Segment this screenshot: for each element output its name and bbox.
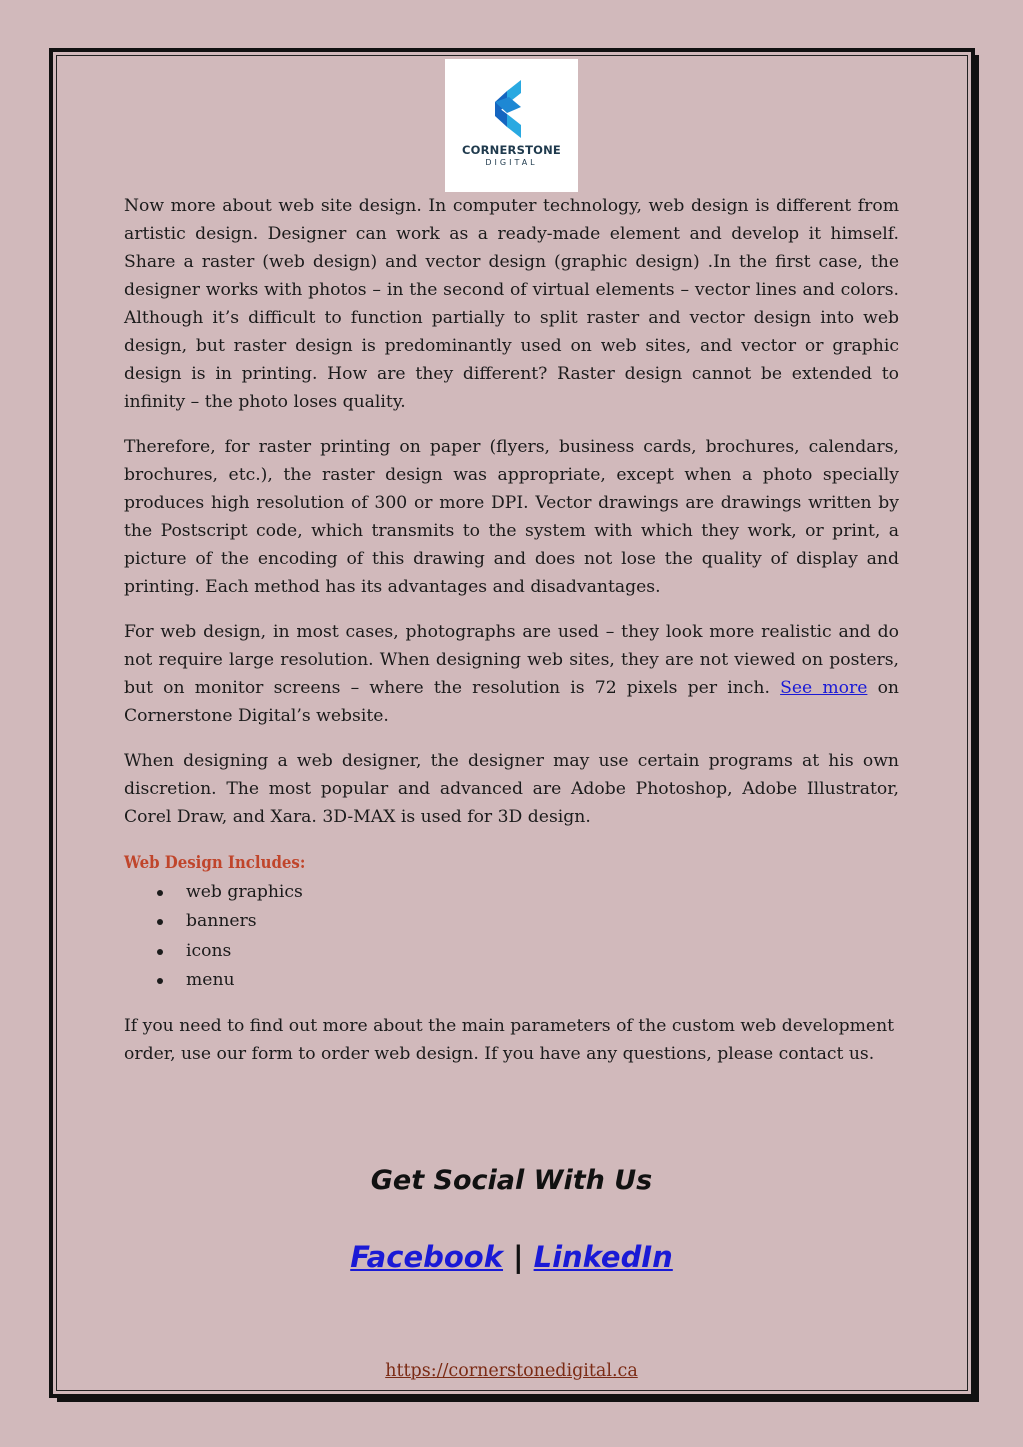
article-body — [124, 192, 899, 1085]
facebook-link[interactable]: Facebook — [350, 1240, 504, 1274]
see-more-link[interactable]: See more — [780, 678, 868, 698]
paragraph-web-design-photos — [124, 618, 899, 730]
bullet-icon — [157, 949, 163, 955]
bullet-icon — [157, 890, 163, 896]
list-item — [124, 878, 899, 907]
list-item-label: menu — [186, 970, 235, 991]
cornerstone-logo — [445, 59, 578, 192]
logo-wordmark: CORNERSTONE — [462, 143, 561, 157]
paragraph-design-programs: When designing a web designer, the designer may use certain programs at his own discretion. The most popular and advanced are Adobe Photoshop, Adobe Illustrator, Corel Draw, and Xara. 3D-MAX is used for 3D design. — [124, 751, 899, 827]
list-item-label: web graphics — [186, 882, 303, 902]
linkedin-link[interactable]: LinkedIn — [533, 1240, 673, 1274]
social-links — [0, 1240, 1023, 1274]
list-item — [124, 966, 899, 995]
social-separator: | — [513, 1240, 524, 1274]
paragraph-web-site-design: Now more about web site design. In computer technology, web design is different from artistic design. Designer can work as a ready-made element and develop it himself. Share a raster (web design) and vector design (graphic design) .In the first case, the designer works with photos – in the second of virtual elements – vector lines and colors. Although it’s difficult to function partially to split raster and vector design into web design, but raster design is predominantly used on web sites, and vector or graphic design is in printing. How are they different? Raster design cannot be extended to infinity – the photo loses quality. — [124, 196, 899, 412]
paragraph-raster-printing: Therefore, for raster printing on paper (flyers, business cards, brochures, calendars, brochures, etc.), the raster design was appropriate, except when a photo specially produces high resolution of 300 or more DPI. Vector drawings are drawings written by the Postscript code, which transmits to the system with which they work, or print, a picture of the encoding of this drawing and does not lose the quality of display and printing. Each method has its advantages and disadvantages. — [124, 437, 899, 597]
bullet-icon — [157, 919, 163, 925]
list-item — [124, 907, 899, 936]
cornerstone-logo-icon — [493, 80, 529, 138]
logo-subtitle: DIGITAL — [485, 158, 538, 167]
paragraph-web-design-photos-tail: on Cornerstone Digital’s website. — [124, 678, 899, 726]
paragraph-web-design-photos-text: For web design, in most cases, photographs are used – they look more realistic and do not require large resolution. When designing web sites, they are not viewed on posters, but on monitor screens – where the resolution is 72 pixels per inch. — [124, 622, 899, 698]
footer-url-link[interactable]: https://cornerstonedigital.ca — [385, 1361, 638, 1381]
footer-website-url — [0, 1361, 1023, 1381]
social-heading: Get Social With Us — [370, 1165, 653, 1196]
list-item — [124, 937, 899, 966]
web-design-includes-list — [124, 878, 899, 996]
list-item-label: icons — [186, 940, 232, 961]
list-item-label: banners — [186, 911, 257, 932]
web-design-includes-heading: Web Design Includes: — [124, 853, 306, 873]
paragraph-closing: If you need to find out more about the main parameters of the custom web development order, use our form to order web design. If you have any questions, please contact us. — [124, 1015, 895, 1064]
bullet-icon — [157, 978, 163, 984]
